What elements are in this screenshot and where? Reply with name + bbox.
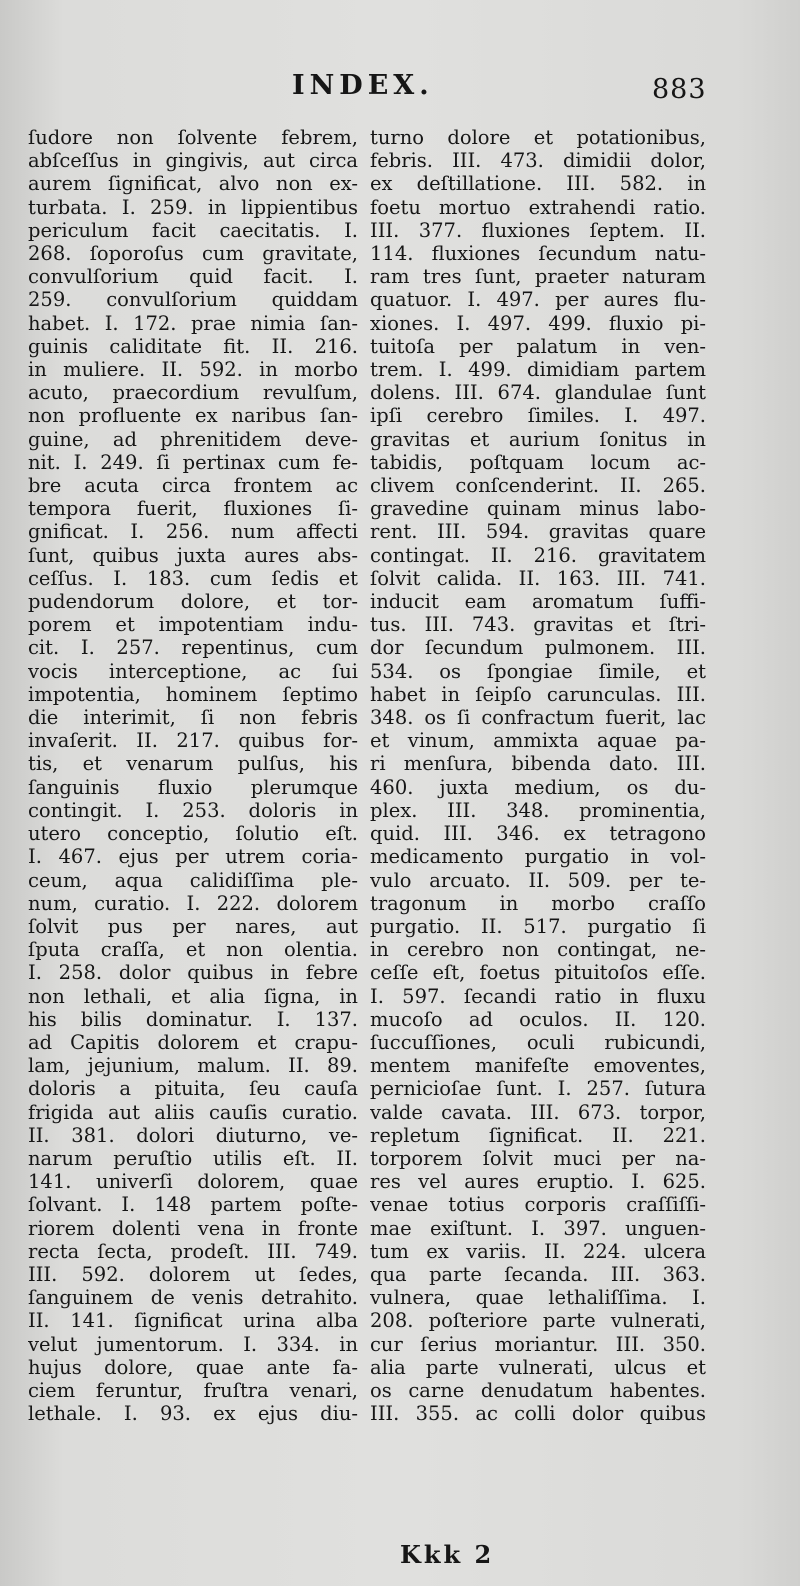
text-line: convulſorium quid facit. I. <box>28 265 358 289</box>
text-line: ad Capitis dolorem et crapu- <box>28 1030 358 1054</box>
text-line: dolens. III. 674. glandulae ſunt <box>370 381 706 405</box>
text-line: mucoſo ad oculos. II. 120. <box>370 1007 706 1031</box>
text-line: utero conceptio, ſolutio eſt. <box>28 822 358 846</box>
text-line: repletum ſignificat. II. 221. <box>370 1123 706 1147</box>
text-line: ſanguinem de venis detrahito. <box>28 1286 358 1310</box>
text-line: guinis caliditate fit. II. 216. <box>28 334 358 358</box>
text-line: vulo arcuato. II. 509. per te- <box>370 868 706 892</box>
text-line: tabidis, poſtquam locum ac- <box>370 450 706 474</box>
text-line: vulnera, quae lethaliſſima. I. <box>370 1286 706 1310</box>
text-line: mae exiſtunt. I. 397. unguen- <box>370 1216 706 1240</box>
text-line: et vinum, ammixta aquae pa- <box>370 729 706 753</box>
text-line: torporem ſolvit muci per na- <box>370 1146 706 1170</box>
text-line: II. 381. dolori diuturno, ve- <box>28 1123 358 1147</box>
text-line: recta ſecta, prodeſt. III. 749. <box>28 1239 358 1263</box>
text-line: qua parte ſecanda. III. 363. <box>370 1262 706 1286</box>
text-line: contingat. II. 216. gravitatem <box>370 543 706 567</box>
text-line: turno dolore et potationibus, <box>370 126 706 149</box>
text-line: tis, et venarum pulſus, his <box>28 752 358 776</box>
running-title: INDEX. <box>292 70 434 101</box>
text-line: ſolvit calida. II. 163. III. 741. <box>370 566 706 590</box>
text-line: gnificat. I. 256. num affecti <box>28 520 358 544</box>
text-line: III. 592. dolorem ut ſedes, <box>28 1262 358 1286</box>
text-line: invaſerit. II. 217. quibus for- <box>28 729 358 753</box>
text-line: ſolvit pus per nares, aut <box>28 914 358 938</box>
page-number: 883 <box>652 74 707 105</box>
text-line: in muliere. II. 592. in morbo <box>28 358 358 382</box>
text-line: ſuccuſſiones, oculi rubicundi, <box>370 1030 706 1054</box>
text-line: febris. III. 473. dimidii dolor, <box>370 149 706 173</box>
text-line: guine, ad phrenitidem deve- <box>28 427 358 451</box>
text-line: bre acuta circa frontem ac <box>28 474 358 498</box>
text-line: his bilis dominatur. I. 137. <box>28 1007 358 1031</box>
text-line: ſolvant. I. 148 partem poſte- <box>28 1193 358 1217</box>
text-line: hujus dolore, quae ante fa- <box>28 1355 358 1379</box>
text-line: 141. univerſi dolorem, quae <box>28 1170 358 1194</box>
text-line: pudendorum dolore, et tor- <box>28 590 358 614</box>
text-line: tempora fuerit, fluxiones ſi- <box>28 497 358 521</box>
text-line: habet. I. 172. prae nimia ſan- <box>28 311 358 335</box>
text-line: inducit eam aromatum ſuffi- <box>370 590 706 614</box>
right-text-column <box>370 126 706 1425</box>
text-line: riorem dolenti vena in fronte <box>28 1216 358 1240</box>
text-line: plex. III. 348. prominentia, <box>370 798 706 822</box>
text-line: tragonum in morbo craſſo <box>370 891 706 915</box>
text-line: 534. os ſpongiae ſimile, et <box>370 659 706 683</box>
text-line: quid. III. 346. ex tetragono <box>370 822 706 846</box>
text-line: medicamento purgatio in vol- <box>370 845 706 869</box>
text-line: ceſſus. I. 183. cum ſedis et <box>28 566 358 590</box>
text-line: I. 597. ſecandi ratio in fluxu <box>370 984 706 1008</box>
text-line: ſputa craſſa, et non olentia. <box>28 938 358 962</box>
text-line: ceſſe eſt, foetus pituitoſos eſſe. <box>370 961 706 985</box>
text-line: porem et impotentiam indu- <box>28 613 358 637</box>
text-line: ſunt, quibus juxta aures abs- <box>28 543 358 567</box>
text-line: lam, jejunium, malum. II. 89. <box>28 1054 358 1078</box>
text-line: dor ſecundum pulmonem. III. <box>370 636 706 660</box>
text-line: ceum, aqua calidiſſima ple- <box>28 868 358 892</box>
text-line: tum ex variis. II. 224. ulcera <box>370 1239 706 1263</box>
left-text-column <box>28 126 358 1425</box>
text-line: res vel aures eruptio. I. 625. <box>370 1170 706 1194</box>
text-line: venae totius corporis craſſiſſi- <box>370 1193 706 1217</box>
text-line: narum peruſtio utilis eſt. II. <box>28 1146 358 1170</box>
text-line: mentem manifeſte emoventes, <box>370 1054 706 1078</box>
text-line: ſanguinis fluxio plerumque <box>28 775 358 799</box>
text-line: in cerebro non contingat, ne- <box>370 938 706 962</box>
text-line: periculum facit caecitatis. I. <box>28 218 358 242</box>
text-line: I. 258. dolor quibus in febre <box>28 961 358 985</box>
text-line: 259. convulſorium quiddam <box>28 288 358 312</box>
text-line: ſudore non ſolvente febrem, <box>28 126 358 149</box>
page-header <box>0 70 800 110</box>
text-line: tus. III. 743. gravitas et ſtri- <box>370 613 706 637</box>
text-line: turbata. I. 259. in lippientibus <box>28 195 358 219</box>
text-line: nit. I. 249. ſi pertinax cum fe- <box>28 450 358 474</box>
text-line: III. 377. fluxiones ſeptem. II. <box>370 218 706 242</box>
text-line: trem. I. 499. dimidiam partem <box>370 358 706 382</box>
text-line: non lethali, et alia ſigna, in <box>28 984 358 1008</box>
text-line: ex deſtillatione. III. 582. in <box>370 172 706 196</box>
text-line: vocis interceptione, ac ſui <box>28 659 358 683</box>
text-line: alia parte vulnerati, ulcus et <box>370 1355 706 1379</box>
signature-mark: Kkk 2 <box>400 1540 495 1569</box>
text-line: valde cavata. III. 673. torpor, <box>370 1100 706 1124</box>
text-line: pernicioſae ſunt. I. 257. ſutura <box>370 1077 706 1101</box>
text-line: 460. juxta medium, os du- <box>370 775 706 799</box>
text-line: tuitoſa per palatum in ven- <box>370 334 706 358</box>
text-line: habet in ſeipſo carunculas. III. <box>370 682 706 706</box>
text-line: ipſi cerebro ſimiles. I. 497. <box>370 404 706 428</box>
text-line: non profluente ex naribus ſan- <box>28 404 358 428</box>
text-line: frigida aut aliis cauſis curatio. <box>28 1100 358 1124</box>
text-line: abſceſſus in gingivis, aut circa <box>28 149 358 173</box>
text-line: impotentia, hominem ſeptimo <box>28 682 358 706</box>
text-line: cit. I. 257. repentinus, cum <box>28 636 358 660</box>
text-line: lethale. I. 93. ex ejus diu- <box>28 1402 358 1426</box>
text-line: ciem feruntur, fruſtra venari, <box>28 1378 358 1402</box>
text-line: III. 355. ac colli dolor quibus <box>370 1402 706 1426</box>
text-line: rent. III. 594. gravitas quare <box>370 520 706 544</box>
text-line: cur ſerius moriantur. III. 350. <box>370 1332 706 1356</box>
text-line: 348. os ſi confractum fuerit, lac <box>370 706 706 730</box>
text-line: velut jumentorum. I. 334. in <box>28 1332 358 1356</box>
text-line: purgatio. II. 517. purgatio ſi <box>370 914 706 938</box>
text-line: II. 141. ſignificat urina alba <box>28 1309 358 1333</box>
text-line: ram tres ſunt, praeter naturam <box>370 265 706 289</box>
text-line: die interimit, ſi non febris <box>28 706 358 730</box>
text-line: xiones. I. 497. 499. fluxio pi- <box>370 311 706 335</box>
text-line: 268. ſoporoſus cum gravitate, <box>28 242 358 266</box>
text-line: quatuor. I. 497. per aures flu- <box>370 288 706 312</box>
text-line: foetu mortuo extrahendi ratio. <box>370 195 706 219</box>
text-line: contingit. I. 253. doloris in <box>28 798 358 822</box>
text-line: os carne denudatum habentes. <box>370 1378 706 1402</box>
text-line: aurem ſignificat, alvo non ex- <box>28 172 358 196</box>
text-line: clivem conſcenderint. II. 265. <box>370 474 706 498</box>
text-line: acuto, praecordium revulſum, <box>28 381 358 405</box>
text-line: 208. poſteriore parte vulnerati, <box>370 1309 706 1333</box>
text-line: gravedine quinam minus labo- <box>370 497 706 521</box>
text-line: I. 467. ejus per utrem coria- <box>28 845 358 869</box>
text-line: num, curatio. I. 222. dolorem <box>28 891 358 915</box>
text-line: gravitas et aurium ſonitus in <box>370 427 706 451</box>
text-line: doloris a pituita, ſeu cauſa <box>28 1077 358 1101</box>
text-line: 114. fluxiones ſecundum natu- <box>370 242 706 266</box>
text-line: ri menſura, bibenda dato. III. <box>370 752 706 776</box>
